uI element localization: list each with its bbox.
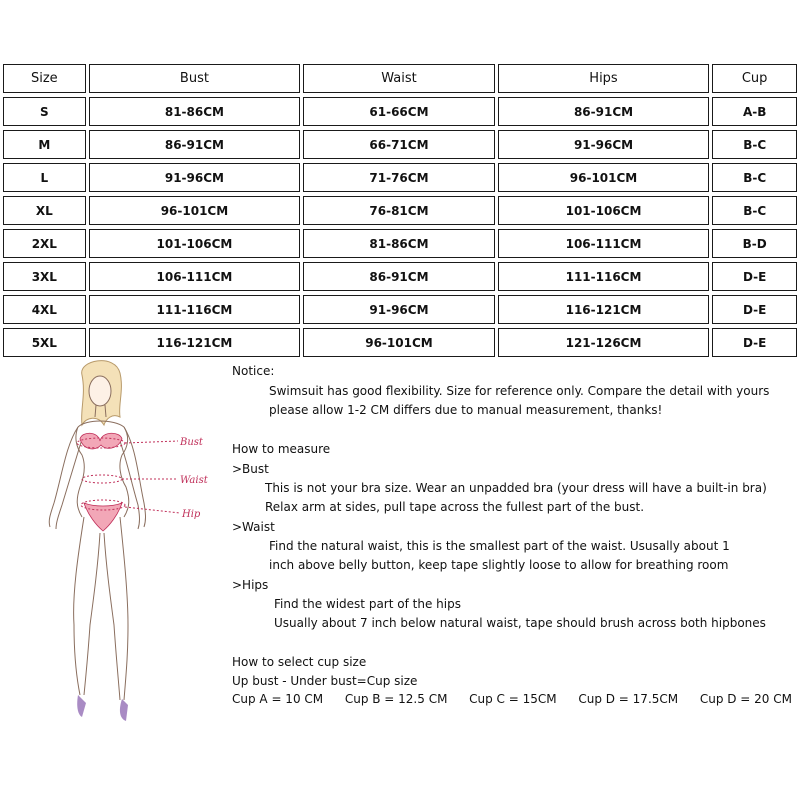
cup-size-list [232,692,792,706]
waist-label: Waist [180,475,208,486]
table-row [3,196,797,225]
bust-heading: >Bust [232,462,269,476]
hips-cell: 106-111CM [498,229,710,258]
table-row [3,229,797,258]
header-cup: Cup [712,64,797,93]
size-cell: 5XL [3,328,86,357]
header-hips: Hips [498,64,710,93]
bust-line-1: This is not your bra size. Wear an unpadded bra (your dress will have a built-in bra) [265,481,767,495]
table-row [3,163,797,192]
cup-size-item: Cup A = 10 CM [232,692,324,706]
woman-figure-illustration [20,355,230,735]
hips-cell: 96-101CM [498,163,710,192]
cup-size-item: Cup B = 12.5 CM [344,692,448,706]
bust-line-2: Relax arm at sides, pull tape across the fullest part of the bust. [265,500,645,514]
size-cell: L [3,163,86,192]
table-row [3,130,797,159]
cup-size-item: Cup D = 20 CM [699,692,792,706]
bust-cell: 101-106CM [89,229,301,258]
size-cell: S [3,97,86,126]
waist-cell: 76-81CM [303,196,494,225]
header-waist: Waist [303,64,494,93]
table-row [3,97,797,126]
bust-label: Bust [180,437,203,448]
size-cell: M [3,130,86,159]
bikini-top [80,433,122,449]
hips-cell: 91-96CM [498,130,710,159]
waist-heading: >Waist [232,520,275,534]
cup-cell: B-D [712,229,797,258]
cup-size-item: Cup D = 17.5CM [578,692,679,706]
hips-cell: 86-91CM [498,97,710,126]
how-to-measure-title: How to measure [232,442,331,456]
cup-cell: B-C [712,196,797,225]
waist-line-2: inch above belly button, keep tape slightly loose to allow for breathing room [269,558,729,572]
hip-pointer-line [125,507,180,513]
size-cell: 2XL [3,229,86,258]
measurement-figure [20,355,230,735]
bust-cell: 96-101CM [89,196,301,225]
hips-line-1: Find the widest part of the hips [274,597,461,611]
waist-cell: 66-71CM [303,130,494,159]
waist-cell: 81-86CM [303,229,494,258]
hip-label: Hip [182,509,201,520]
bust-cell: 111-116CM [89,295,301,324]
cup-cell: A-B [712,97,797,126]
waist-cell: 86-91CM [303,262,494,291]
waist-cell: 91-96CM [303,295,494,324]
bust-cell: 86-91CM [89,130,301,159]
cup-cell: D-E [712,262,797,291]
hips-cell: 111-116CM [498,262,710,291]
header-size: Size [3,64,86,93]
table-row [3,262,797,291]
bust-cell: 91-96CM [89,163,301,192]
hips-cell: 116-121CM [498,295,710,324]
notice-line-1: Swimsuit has good flexibility. Size for reference only. Compare the detail with yours [269,384,770,398]
bust-cell: 106-111CM [89,262,301,291]
waist-line-1: Find the natural waist, this is the smallest part of the waist. Ususally about 1 [269,539,730,553]
waist-cell: 96-101CM [303,328,494,357]
notice-line-2: please allow 1-2 CM differs due to manual measurement, thanks! [269,403,663,417]
size-chart-table [0,60,800,361]
bust-cell: 116-121CM [89,328,301,357]
left-shoe [77,695,86,717]
table-header-row [3,64,797,93]
size-cell: XL [3,196,86,225]
right-shoe [120,699,128,721]
cup-cell: D-E [712,328,797,357]
waist-cell: 61-66CM [303,97,494,126]
cup-cell: B-C [712,163,797,192]
hips-cell: 121-126CM [498,328,710,357]
size-cell: 4XL [3,295,86,324]
bikini-bottom [84,503,122,531]
hips-heading: >Hips [232,578,269,592]
cup-formula: Up bust - Under bust=Cup size [232,674,418,688]
bust-pointer-line [125,441,178,443]
header-bust: Bust [89,64,301,93]
hips-line-2: Usually about 7 inch below natural waist, tape should brush across both hipbones [274,616,766,630]
bust-cell: 81-86CM [89,97,301,126]
hips-cell: 101-106CM [498,196,710,225]
waist-cell: 71-76CM [303,163,494,192]
cup-cell: D-E [712,295,797,324]
cup-size-item: Cup C = 15CM [469,692,557,706]
table-row [3,295,797,324]
cup-cell: B-C [712,130,797,159]
size-cell: 3XL [3,262,86,291]
cup-select-title: How to select cup size [232,655,367,669]
table-row [3,328,797,357]
waist-measure-line [82,475,122,483]
notice-title: Notice: [232,364,275,378]
